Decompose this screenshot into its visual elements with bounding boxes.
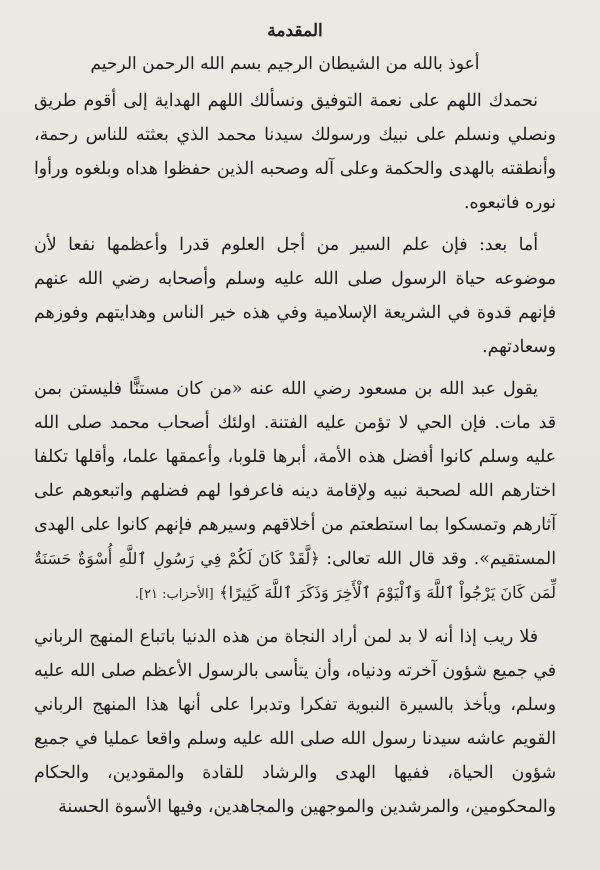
paragraph-ibn-masud-quote — [34, 372, 556, 612]
verse-reference: [الأحزاب: ٢١]. — [134, 587, 214, 602]
paragraph-opening-praise: نحمدك اللهم على نعمة التوفيق ونسألك اللهم الهداية إلى أقوم طريق ونصلي ونسلم على نبيك ورسولك سيدنا محمد الذي بعثته للناس رحمة، وأنطقته بالهدى والحكمة وعلى آله وصحبه الذين حفظوا هداه وبلغوه ورأوا نوره فاتبعوه. — [34, 91, 556, 213]
basmala-line: أعوذ بالله من الشيطان الرجيم بسم الله الرحمن الرحيم — [90, 54, 480, 74]
chapter-title: المقدمة — [267, 21, 323, 41]
quran-verse: ﴿لَّقَدْ كَانَ لَكُمْ فِي رَسُولِ ٱللَّهِ أُسْوَةٌ حَسَنَةٌ لِّمَن كَانَ يَرْجُواْ ٱللَّهَ وَٱلْيَوْمَ ٱلْأَخِرَ وَذَكَرَ ٱللَّهَ كَثِيرًا﴾ — [34, 549, 556, 602]
quote-text: يقول عبد الله بن مسعود رضي الله عنه «من كان مستنًّا فليستن بمن قد مات. فإن الحي لا تؤمن عليه الفتنة. اولئك أصحاب محمد صلى الله عليه وسلم كانوا أفضل هذه الأمة، أبرها قلوبا، وأعمقها علما، وأقلها تكلفا اختارهم الله لصحبة نبيه ولإقامة دينه فاعرفوا لهم فضلهم واتبعوهم على آثارهم وتمسكوا بما استطعتم من أخلاقهم وسيرهم فإنهم كانوا على الهدى المستقيم». وقد قال الله تعالى: — [34, 379, 556, 569]
paragraph-following-manhaj: فلا ريب إذا أنه لا بد لمن أراد النجاة من هذه الدنيا باتباع المنهج الرباني في جميع شؤون آخرته ودنياه، وأن يتأسى بالرسول الأعظم صلى الله عليه وسلم، ويأخذ بالسيرة النبوية تفكرا وتدبرا على أنها هذا المنهج الرباني القويم عاشه سيدنا رسول الله صلى الله عليه وسلم واقعا عمليا في جميع شؤون الحياة، ففيها الهدى والرشاد للقادة والمقودين، والحكام والمحكومين، والمرشدين والموجهين والمجاهدين، وفيها الأسوة الحسنة — [34, 627, 556, 817]
paragraph-seerah-importance: أما بعد: فإن علم السير من أجل العلوم قدرا وأعظمها نفعا لأن موضوعه حياة الرسول صلى الله عليه وسلم وأصحابه رضي الله عنهم فإنهم قدوة في الشريعة الإسلامية وفي هذه خير الناس وهدايتهم وفوزهم وسعادتهم. — [34, 235, 556, 357]
